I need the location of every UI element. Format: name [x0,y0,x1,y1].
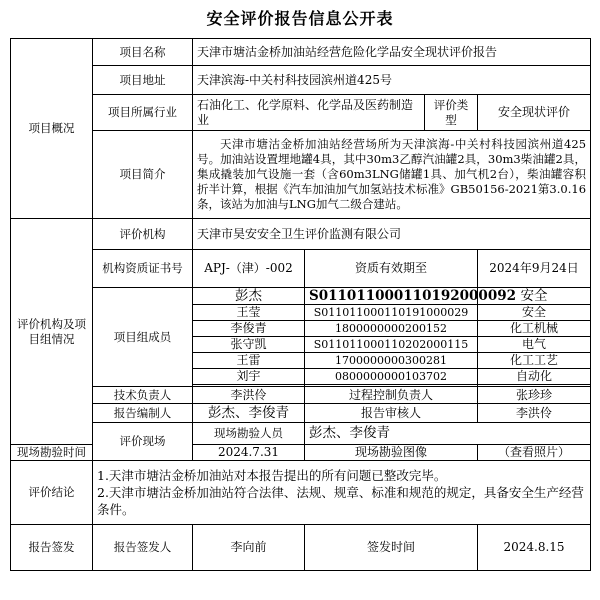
members-label: 项目组成员 [93,288,193,387]
info-table [10,38,591,571]
member-field: 电气 [478,337,591,353]
process-lead: 张珍珍 [478,387,591,404]
section-agency: 评价机构及项目组情况 [11,219,93,445]
report-writer-label: 报告编制人 [93,404,193,423]
issue-time-label: 签发时间 [305,525,478,571]
member-field: 自动化 [478,369,591,385]
member-field: 化工机械 [478,321,591,337]
member-name: 王莹 [193,305,305,321]
org-label: 评价机构 [93,219,193,250]
member-field: 化工工艺 [478,353,591,369]
cert-label: 机构资质证书号 [93,250,193,288]
project-name: 天津市塘沽金桥加油站经营危险化学品安全现状评价报告 [193,39,591,66]
industry-label: 项目所属行业 [93,95,193,131]
eval-type-label: 评价类型 [425,95,478,131]
eval-type-value: 安全现状评价 [478,95,591,131]
view-photos-link[interactable]: （查看照片） [478,445,591,461]
issuer: 李向前 [193,525,305,571]
member-cert: S011011000110192000092 [305,288,478,305]
surveyors-label: 现场勘验人员 [193,423,305,445]
member-name: 张守凯 [193,337,305,353]
conclusion-text [93,461,591,525]
conclusion-line-2: 2.天津市塘沽金桥加油站符合法律、法规、规章、标准和规范的规定，具备安全生产经营条件。 [97,485,584,517]
survey-images-label: 现场勘验图像 [305,445,478,461]
issue-time: 2024.8.15 [478,525,591,571]
tech-lead-label: 技术负责人 [93,387,193,404]
reviewer-label: 报告审核人 [305,404,478,423]
cert-number: APJ-（津）-002 [193,250,305,288]
project-name-label: 项目名称 [93,39,193,66]
member-cert: 1800000000200152 [305,321,478,337]
member-field: 安全 [478,305,591,321]
intro-label: 项目简介 [93,131,193,219]
member-name: 刘宇 [193,369,305,385]
section-conclusion: 评价结论 [11,461,93,525]
project-address: 天津滨海-中关村科技园滨州道425号 [193,66,591,95]
org-name: 天津市昊安安全卫生评价监测有限公司 [193,219,591,250]
validity-date: 2024年9月24日 [478,250,591,288]
section-overview: 项目概况 [11,39,93,219]
project-intro: 天津市塘沽金桥加油站经营场所为天津滨海-中关村科技园滨州道425号。加油站设置埋地罐4具，其中30m3乙醇汽油罐2具，30m3柴油罐2具，集成撬装加气设施一套（含60m3LNG储罐1具、加气机2台），柴油罐容积折半计算，根据《汽车加油加气加氢站技术标准》GB50156-2021第3.0.16条，该站为加油与LNG加气二级合建站。 [193,131,591,219]
industry-value: 石油化工、化学原料、化学品及医药制造业 [193,95,425,131]
tech-lead: 李洪伶 [193,387,305,404]
survey-time: 2024.7.31 [193,445,305,461]
section-site: 评价现场 [93,423,193,461]
project-address-label: 项目地址 [93,66,193,95]
page-title: 安全评价报告信息公开表 [206,9,394,28]
section-signoff: 报告签发 [11,525,93,571]
issuer-label: 报告签发人 [93,525,193,571]
member-field: 安全 [478,288,591,305]
survey-time-label: 现场勘验时间 [11,445,93,461]
member-name: 彭杰 [193,288,305,305]
validity-label: 资质有效期至 [305,250,478,288]
member-cert: 1700000000300281 [305,353,478,369]
report-writer: 彭杰、李俊青 [193,404,305,423]
process-lead-label: 过程控制负责人 [305,387,478,404]
member-name: 王雷 [193,353,305,369]
member-cert: S011011000110191000029 [305,305,478,321]
member-cert: 0800000000103702 [305,369,478,385]
surveyors: 彭杰、李俊青 [305,423,591,445]
reviewer: 李洪伶 [478,404,591,423]
member-cert: S011011000110202000115 [305,337,478,353]
member-name: 李俊青 [193,321,305,337]
conclusion-line-1: 1.天津市塘沽金桥加油站对本报告提出的所有问题已整改完毕。 [97,468,447,483]
